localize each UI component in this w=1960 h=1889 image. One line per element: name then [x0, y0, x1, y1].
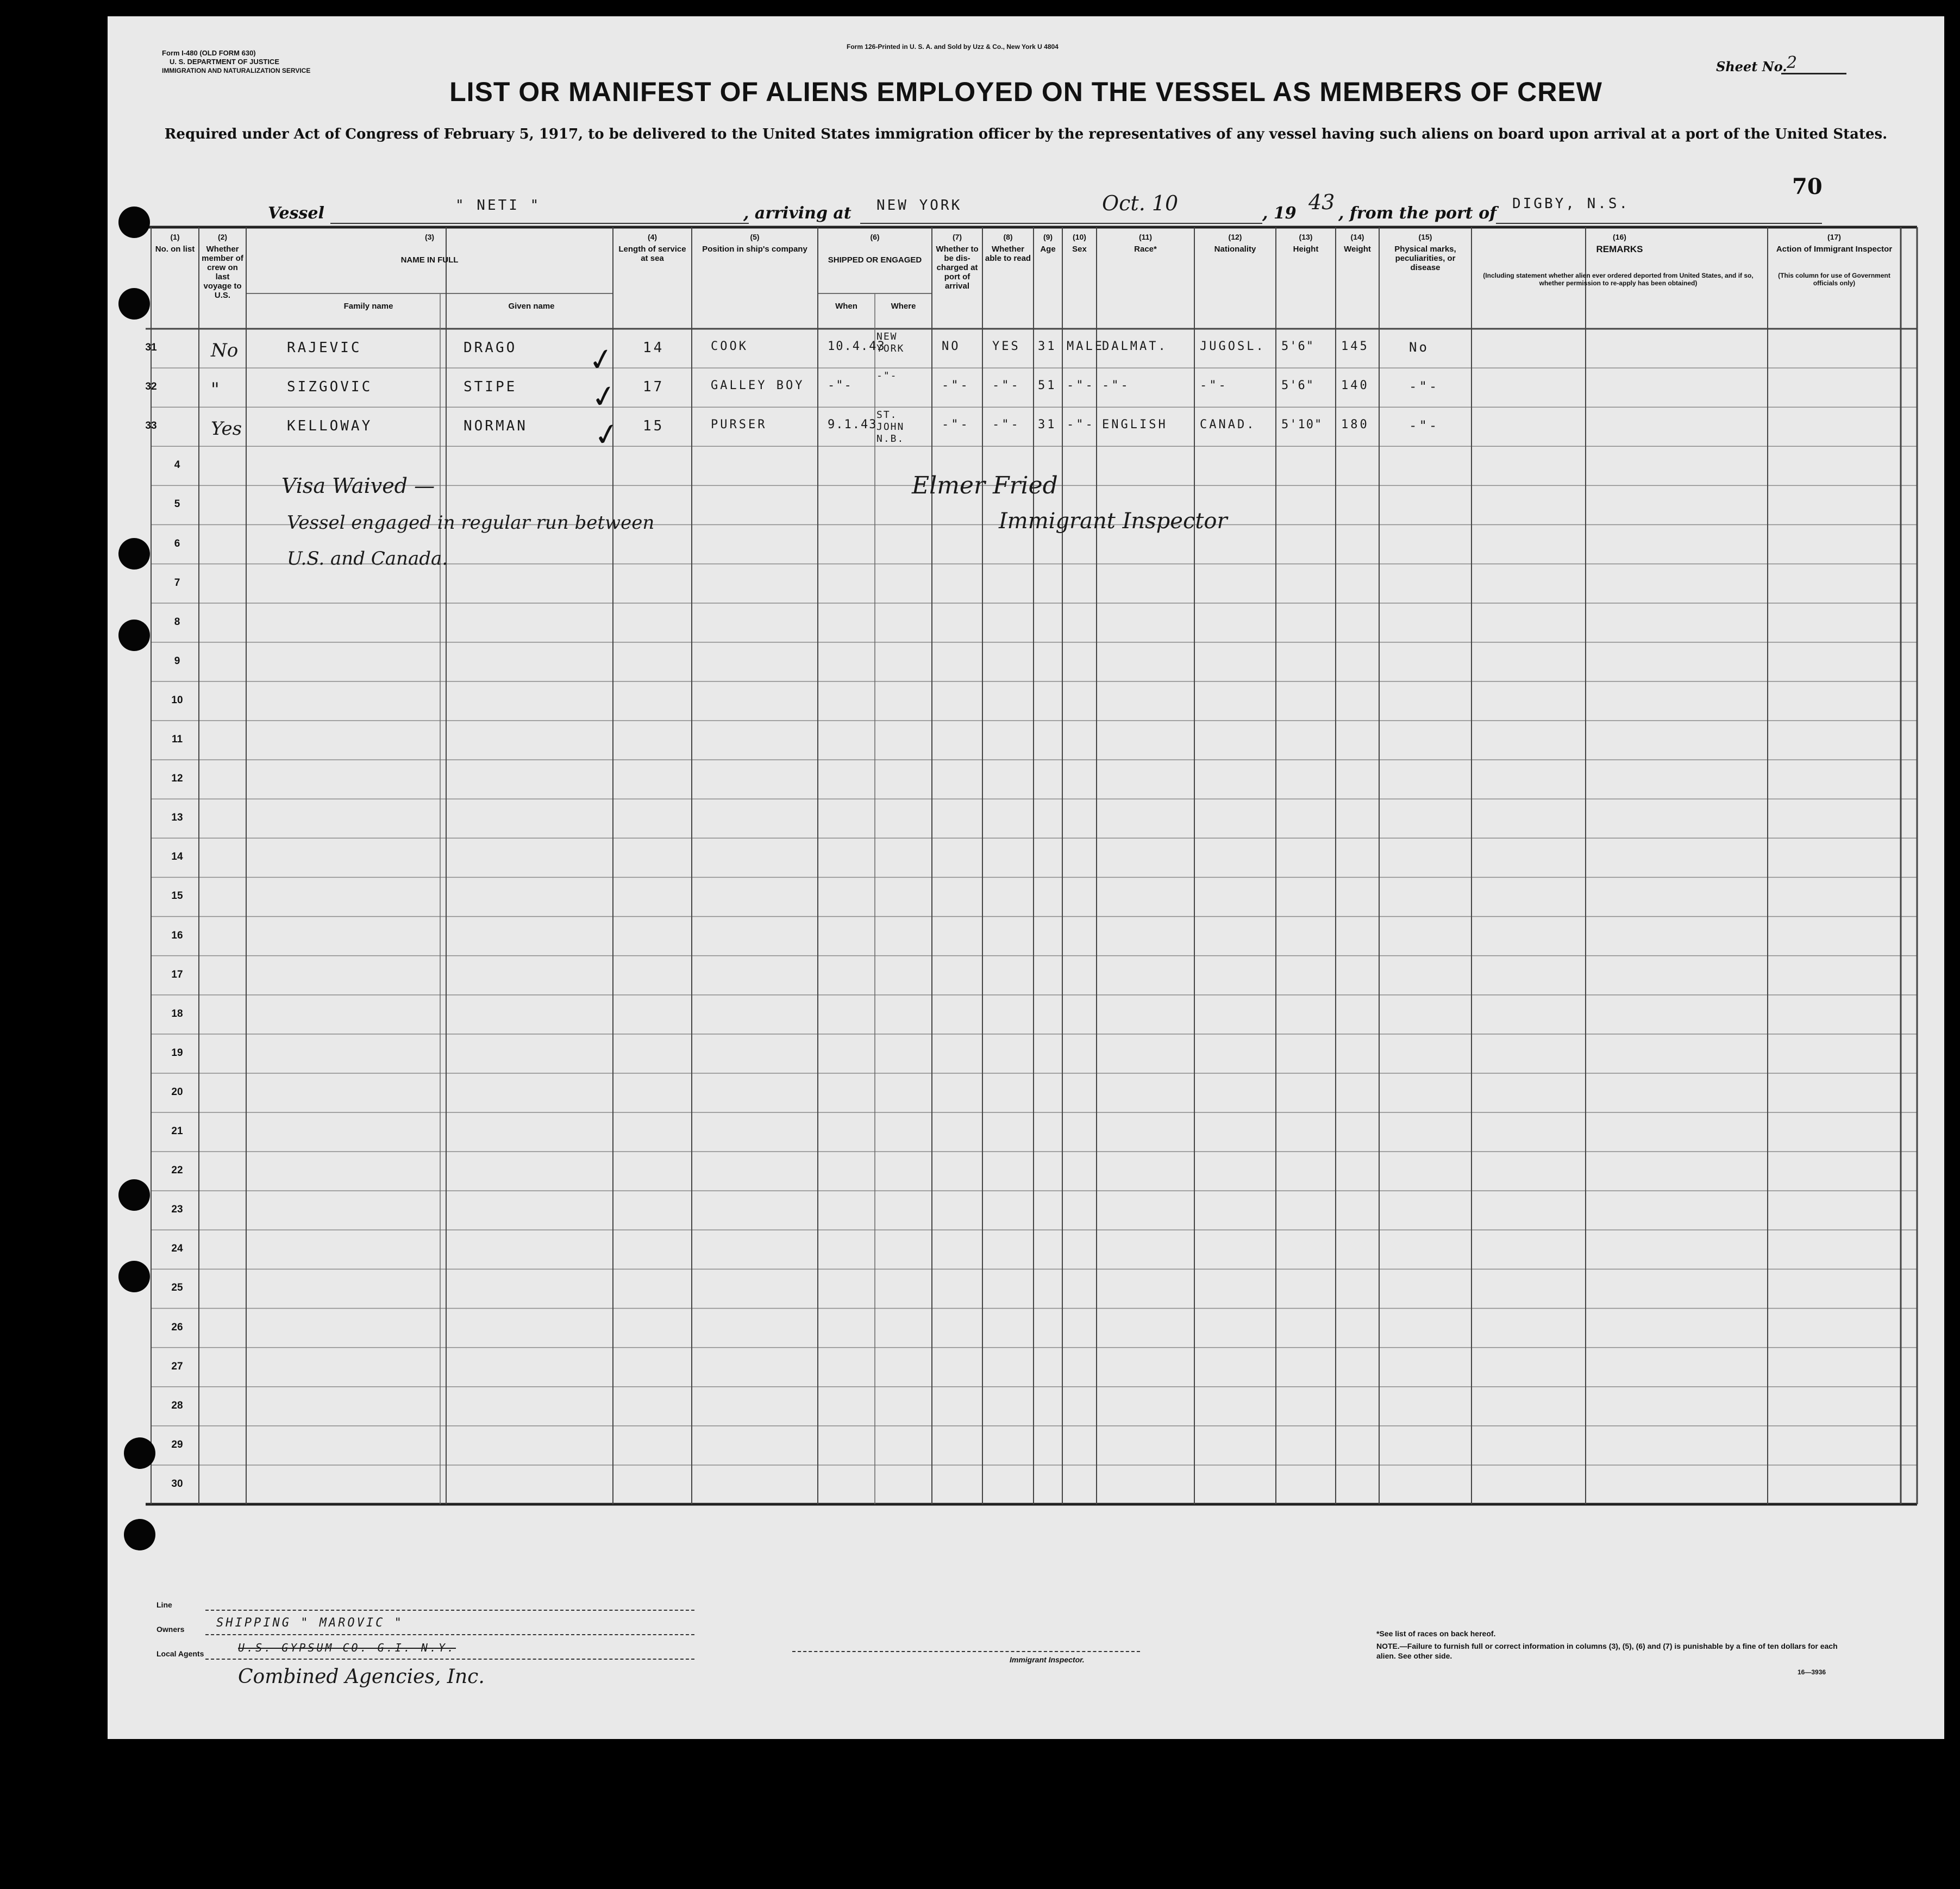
cell-prev: No [211, 340, 239, 361]
cell-nationality: JUGOSL. [1200, 340, 1266, 353]
row-number: 30 [171, 1478, 183, 1490]
sheet-number: 2 [1787, 53, 1798, 72]
cell-read: -"- [992, 418, 1020, 432]
cell-height: 5'10" [1281, 418, 1323, 432]
cell-position: COOK [711, 340, 748, 353]
row-number: 31 [145, 342, 157, 354]
inspector-caption: Immigrant Inspector. [1010, 1655, 1085, 1664]
cell-service: 17 [643, 379, 665, 396]
owners-value: SHIPPING " MAROVIC " [216, 1616, 404, 1630]
cell-marks: No [1409, 340, 1429, 355]
vessel-note-line2: U.S. and Canada. [287, 548, 448, 570]
cell-nationality: CANAD. [1200, 418, 1256, 432]
binder-hole [118, 1179, 150, 1211]
cell-height: 5'6" [1281, 379, 1314, 393]
row-number: 14 [171, 851, 183, 863]
row-number: 9 [174, 655, 180, 667]
column-header: Whether member of crew on last voyage to U.S. [202, 245, 243, 300]
cell-race: DALMAT. [1102, 340, 1168, 353]
row-number: 20 [171, 1086, 183, 1098]
column-number: (1) [170, 233, 180, 241]
cell-marks: -"- [1409, 418, 1439, 434]
column-header: REMARKS [1596, 244, 1643, 254]
column-number: (4) [647, 233, 657, 241]
column-header: Sex [1072, 245, 1087, 254]
row-number: 33 [145, 420, 157, 432]
column-header: SHIPPED OR ENGAGED [828, 255, 922, 265]
row-number: 13 [171, 812, 183, 824]
agents-label: Local Agents [156, 1649, 204, 1658]
inspector-title-handwritten: Immigrant Inspector [999, 509, 1228, 534]
cell-nationality: -"- [1200, 379, 1228, 393]
row-number: 6 [174, 537, 180, 549]
binder-hole [124, 1437, 155, 1469]
cell-where: ST. JOHN N.B. [876, 409, 905, 445]
cell-age: 31 [1038, 340, 1057, 353]
column-header: Whether able to read [985, 245, 1031, 263]
cell-when: 10.4.43 [828, 340, 886, 353]
vessel-label: Vessel [268, 204, 324, 223]
vessel-name: " NETI " [455, 197, 541, 214]
column-number: (15) [1418, 233, 1432, 241]
row-number: 16 [171, 929, 183, 941]
cell-when: -"- [828, 379, 853, 393]
binder-hole [118, 1261, 150, 1292]
races-note: *See list of races on back hereof. [1376, 1629, 1496, 1638]
cell-sex: MALE [1067, 340, 1104, 353]
from-label: , from the port of [1338, 204, 1497, 223]
cell-read: YES [992, 340, 1020, 353]
row-number: 17 [171, 968, 183, 980]
subheader-remarks-note: (Including statement whether alien ever ordered deported from United States, and if so, whether permission to re-apply has been obtained) [1483, 272, 1754, 287]
row-number: 10 [171, 694, 183, 706]
inspector-signature: Elmer Fried [912, 472, 1058, 499]
row-number: 18 [171, 1008, 183, 1019]
column-header: Height [1293, 245, 1319, 254]
agents-struck-value: U.S. GYPSUM CO. G.I. N.Y. [238, 1641, 456, 1654]
inspector-signature-line [792, 1651, 1140, 1652]
manifest-sheet [108, 16, 1944, 1739]
row-number: 11 [171, 734, 183, 746]
column-header: Physical marks, peculiarities, or disease [1394, 245, 1456, 272]
cell-when: 9.1.43 [828, 418, 878, 432]
year-prefix: , 19 [1262, 204, 1297, 223]
requirement-text: Required under Act of Congress of February 5, 1917, to be delivered to the United States immigration officer by the representatives of any vessel having such aliens on board upon arrival at a port of the United States. [164, 126, 1888, 142]
cell-discharged: -"- [942, 418, 970, 432]
row-number: 8 [174, 616, 180, 628]
cell-discharged: -"- [942, 379, 970, 393]
column-number: (12) [1228, 233, 1242, 241]
row-number: 7 [174, 577, 180, 589]
column-number: (7) [952, 233, 962, 241]
binder-hole [118, 288, 150, 320]
column-number: (6) [870, 233, 880, 241]
binder-hole [118, 620, 150, 651]
cell-family: KELLOWAY [287, 418, 373, 435]
row-number: 12 [171, 773, 183, 785]
printer-line: Form 126-Printed in U. S. A. and Sold by Uzz & Co., New York U 4804 [847, 43, 1059, 51]
cell-marks: -"- [1409, 379, 1439, 395]
arrival-date: Oct. 10 [1102, 191, 1179, 215]
row-number: 27 [171, 1360, 183, 1372]
column-number: (16) [1613, 233, 1626, 241]
cell-where: NEW YORK [876, 331, 905, 354]
column-number: (9) [1043, 233, 1053, 241]
vessel-note-line1: Vessel engaged in regular run between [287, 512, 655, 534]
penalty-note: NOTE.—Failure to furnish full or correct information in columns (3), (5), (6) and (7) is punishable by a fine of ten dollars for each alien. See other side. [1376, 1642, 1838, 1660]
column-number: (14) [1350, 233, 1364, 241]
row-number: 15 [171, 890, 183, 902]
page-title: LIST OR MANIFEST OF ALIENS EMPLOYED ON THE VESSEL AS MEMBERS OF CREW [449, 77, 1602, 107]
cell-prev: " [211, 379, 220, 401]
row-number: 26 [171, 1321, 183, 1333]
check-mark: ✓ [591, 415, 623, 455]
form-id-line: Form I-480 (OLD FORM 630) [162, 49, 256, 57]
cell-race: -"- [1102, 379, 1130, 393]
cell-read: -"- [992, 379, 1020, 393]
cell-position: PURSER [711, 418, 767, 432]
column-header: Action of Immigrant Inspector [1776, 245, 1893, 254]
cell-prev: Yes [211, 418, 242, 440]
column-number: (13) [1299, 233, 1313, 241]
cell-height: 5'6" [1281, 340, 1314, 353]
column-number: (5) [750, 233, 760, 241]
row-number: 29 [171, 1438, 183, 1450]
cell-family: RAJEVIC [287, 340, 362, 356]
subheader-action-note: (This column for use of Government officials only) [1778, 272, 1890, 287]
line-label: Line [156, 1600, 172, 1609]
column-header: Nationality [1214, 245, 1256, 254]
form-code: 16—3936 [1798, 1668, 1826, 1676]
row-number: 28 [171, 1399, 183, 1411]
column-header: Weight [1344, 245, 1371, 254]
page-number: 70 [1792, 174, 1823, 199]
cell-given: STIPE [464, 379, 517, 396]
cell-weight: 145 [1341, 340, 1369, 353]
form-id-line: U. S. DEPARTMENT OF JUSTICE [170, 58, 279, 66]
cell-given: DRAGO [464, 340, 517, 356]
column-number: (3) [424, 233, 435, 241]
cell-family: SIZGOVIC [287, 379, 373, 396]
column-number: (2) [217, 233, 228, 241]
cell-sex: -"- [1067, 418, 1095, 432]
cell-where: -"- [876, 370, 898, 382]
row-number: 21 [171, 1125, 183, 1137]
column-header: Race* [1134, 245, 1157, 254]
row-number: 24 [171, 1243, 183, 1255]
line-underline [205, 1610, 694, 1611]
cell-age: 51 [1038, 379, 1057, 393]
subheader-where: Where [891, 302, 916, 311]
row-number: 22 [171, 1165, 183, 1177]
row-number: 25 [171, 1282, 183, 1294]
cell-service: 15 [643, 418, 665, 435]
column-number: (11) [1138, 233, 1153, 241]
cell-given: NORMAN [464, 418, 528, 435]
form-id-line: IMMIGRATION AND NATURALIZATION SERVICE [162, 67, 311, 74]
cell-sex: -"- [1067, 379, 1095, 393]
binder-hole [118, 538, 150, 570]
row-number: 23 [171, 1204, 183, 1216]
cell-service: 14 [643, 340, 665, 356]
visa-note: Visa Waived — [281, 474, 435, 498]
column-header: No. on list [155, 245, 195, 254]
row-number: 4 [174, 459, 180, 471]
cell-position: GALLEY BOY [711, 379, 805, 393]
subheader-family: Family name [343, 302, 393, 311]
column-number: (17) [1827, 233, 1841, 241]
subheader-when: When [835, 302, 857, 311]
sheet-label: Sheet No. [1716, 59, 1787, 74]
binder-hole [118, 207, 150, 238]
cell-race: ENGLISH [1102, 418, 1168, 432]
year-value: 43 [1308, 190, 1335, 214]
column-header: Position in ship's company [702, 245, 807, 254]
check-mark: ✓ [588, 377, 620, 417]
owners-underline [205, 1634, 694, 1635]
from-port: DIGBY, N.S. [1512, 196, 1630, 212]
cell-discharged: NO [942, 340, 961, 353]
row-number: 32 [145, 381, 157, 393]
column-number: (10) [1073, 233, 1086, 241]
row-number: 5 [174, 498, 180, 510]
agents-underline [205, 1659, 694, 1660]
binder-hole [124, 1519, 155, 1550]
cell-weight: 180 [1341, 418, 1369, 432]
arriving-label: , arriving at [743, 204, 851, 223]
arriving-port: NEW YORK [876, 197, 962, 214]
row-number: 19 [171, 1047, 183, 1059]
column-header: Whether to be dis-charged at port of arrival [936, 245, 979, 291]
owners-label: Owners [156, 1625, 185, 1634]
column-header: Length of service at sea [618, 245, 686, 263]
agents-value: Combined Agencies, Inc. [238, 1666, 485, 1688]
cell-weight: 140 [1341, 379, 1369, 393]
column-header: Age [1040, 245, 1056, 254]
cell-age: 31 [1038, 418, 1057, 432]
check-mark: ✓ [585, 340, 617, 380]
column-header: NAME IN FULL [400, 255, 459, 265]
column-number: (8) [1003, 233, 1013, 241]
subheader-given: Given name [508, 302, 555, 311]
